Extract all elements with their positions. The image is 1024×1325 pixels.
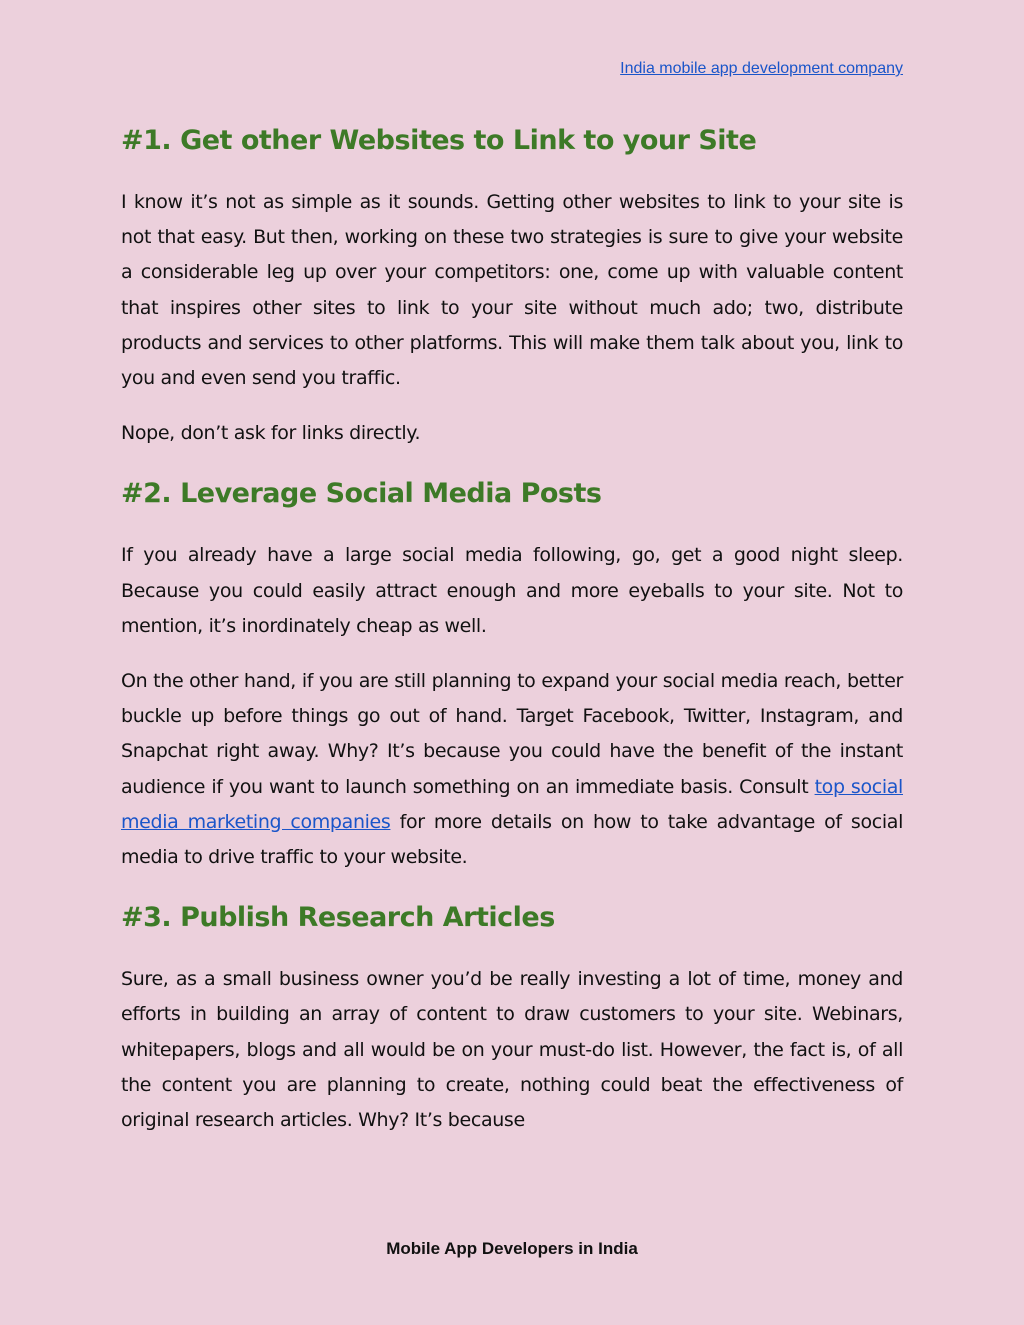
- social-media-companies-link[interactable]: top social media marketing companies: [121, 775, 903, 833]
- header-company-link[interactable]: India mobile app development company: [620, 60, 903, 77]
- section-2-paragraph-1: If you already have a large social media following, go, get a good night sleep. Because you could easily attract enough and more eyeballs to your site. Not to mention, it’s inordinately cheap as well.: [121, 544, 903, 637]
- section-1-paragraph-2: Nope, don’t ask for links directly.: [121, 422, 421, 445]
- section-2-paragraph-2-before: On the other hand, if you are still planning to expand your social media reach, better buckle up before things go out of hand. Target Facebook, Twitter, Instagram, and Snapchat right away. Why? It’s because you could have the benefit of the instant audience if you want to launch something on an immediate basis. Consult: [121, 670, 903, 798]
- section-2-heading: #2. Leverage Social Media Posts: [121, 478, 602, 510]
- article-body: [121, 118, 903, 1138]
- page-footer: Mobile App Developers in India: [386, 1239, 638, 1258]
- section-1-paragraph-1: I know it’s not as simple as it sounds. Getting other websites to link to your site is not that easy. But then, working on these two strategies is sure to give your website a considerable leg up over your competitors: one, come up with valuable content that inspires other sites to link to your site without much ado; two, distribute products and services to other platforms. This will make them talk about you, link to you and even send you traffic.: [121, 191, 903, 390]
- document-page: [121, 0, 903, 1325]
- section-2-paragraph-2: [121, 664, 903, 875]
- section-1-heading: #1. Get other Websites to Link to your Site: [121, 125, 757, 156]
- section-3-paragraph-1: Sure, as a small business owner you’d be really investing a lot of time, money and efforts in building an array of content to draw customers to your site. Webinars, whitepapers, blogs and all would be on your must-do list. However, the fact is, of all the content you are planning to create, nothing could beat the effectiveness of original research articles. Why? It’s because: [121, 968, 903, 1132]
- section-2-paragraph-2-after: for more details on how to take advantage of social media to drive traffic to your website.: [121, 810, 903, 869]
- section-3-heading: #3. Publish Research Articles: [121, 902, 555, 934]
